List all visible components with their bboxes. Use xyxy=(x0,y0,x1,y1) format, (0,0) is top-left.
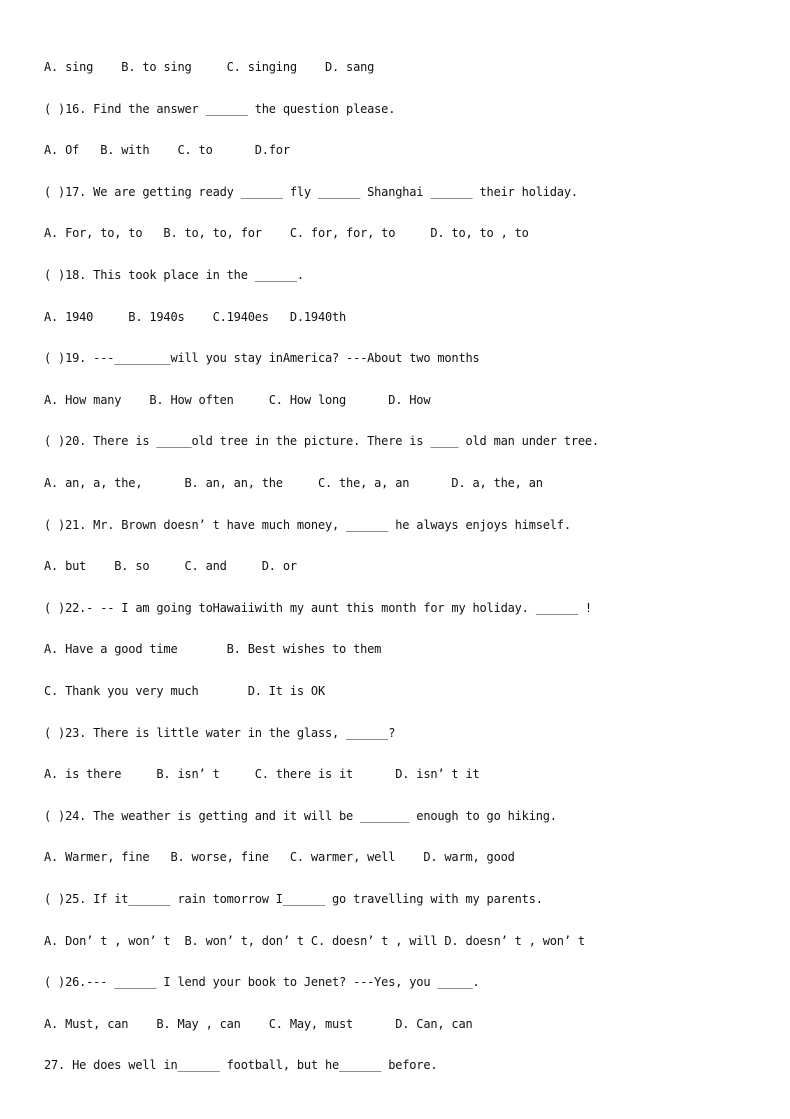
q22-question: ( )22.- -- I am going toHawaiiwith my aunt this month for my holiday. ______ ! xyxy=(44,601,592,615)
q25-question: ( )25. If it______ rain tomorrow I______ go travelling with my parents. xyxy=(44,892,543,906)
q22-options-ab: A. Have a good time B. Best wishes to them xyxy=(44,642,382,656)
q26-options: A. Must, can B. May , can C. May, must D. Can, can xyxy=(44,1017,473,1031)
q21-question: ( )21. Mr. Brown doesn’ t have much money, ______ he always enjoys himself. xyxy=(44,518,571,532)
q23-options: A. is there B. isn’ t C. there is it D. isn’ t it xyxy=(44,767,480,781)
q16-question: ( )16. Find the answer ______ the question please. xyxy=(44,102,396,116)
q22-options-cd: C. Thank you very much D. It is OK xyxy=(44,684,325,698)
q16-options: A. Of B. with C. to D.for xyxy=(44,143,290,157)
q19-question: ( )19. ---________will you stay inAmerica? ---About two months xyxy=(44,351,480,365)
q18-options: A. 1940 B. 1940s C.1940es D.1940th xyxy=(44,310,347,324)
q27-question: 27. He does well in______ football, but he______ before. xyxy=(44,1058,438,1072)
q15-options: A. sing B. to sing C. singing D. sang xyxy=(44,60,375,74)
q18-question: ( )18. This took place in the ______. xyxy=(44,268,304,282)
q20-options: A. an, a, the, B. an, an, the C. the, a, an D. a, the, an xyxy=(44,476,543,490)
q17-question: ( )17. We are getting ready ______ fly ______ Shanghai ______ their holiday. xyxy=(44,185,578,199)
q19-options: A. How many B. How often C. How long D. How xyxy=(44,393,431,407)
q24-options: A. Warmer, fine B. worse, fine C. warmer, well D. warm, good xyxy=(44,850,515,864)
q23-question: ( )23. There is little water in the glass, ______? xyxy=(44,726,396,740)
q17-options: A. For, to, to B. to, to, for C. for, for, to D. to, to , to xyxy=(44,226,529,240)
q24-question: ( )24. The weather is getting and it will be _______ enough to go hiking. xyxy=(44,809,557,823)
q25-options: A. Don’ t , won’ t B. won’ t, don’ t C. doesn’ t , will D. doesn’ t , won’ t xyxy=(44,934,585,948)
q26-question: ( )26.--- ______ I lend your book to Jenet? ---Yes, you _____. xyxy=(44,975,480,989)
q20-question: ( )20. There is _____old tree in the picture. There is ____ old man under tree. xyxy=(44,434,599,448)
q21-options: A. but B. so C. and D. or xyxy=(44,559,297,573)
